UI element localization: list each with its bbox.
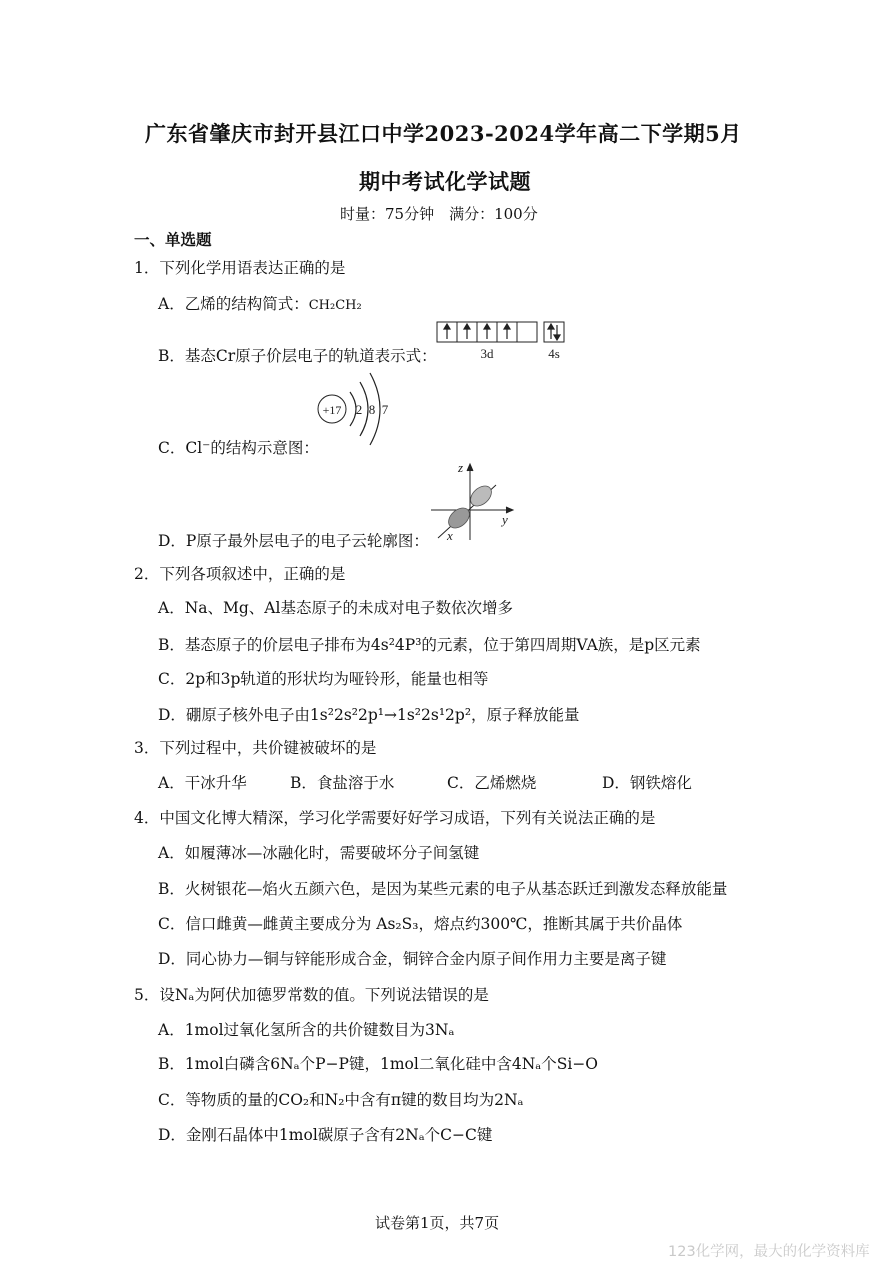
atomic-structure-diagram bbox=[314, 370, 394, 448]
q5-option-c: C．等物质的量的CO₂和N₂中含有π键的数目均为2Nₐ bbox=[158, 1091, 524, 1109]
exam-info: 时量：75分钟 满分：100分 bbox=[340, 205, 538, 223]
question-2-stem: 2．下列各项叙述中，正确的是 bbox=[134, 565, 346, 583]
q2-option-b: B．基态原子的价层电子排布为4s²4P³的元素，位于第四周期VA族，是p区元素 bbox=[158, 636, 701, 654]
q4-option-c: C．信口雌黄—雌黄主要成分为 As₂S₃，熔点约300℃，推断其属于共价晶体 bbox=[158, 915, 683, 933]
q1-option-d-text: D．P原子最外层电子的电子云轮廓图： bbox=[158, 532, 429, 550]
axis-x-label: x bbox=[447, 528, 453, 542]
shell-1-count: 2 bbox=[355, 402, 363, 417]
page-number: 试卷第1页，共7页 bbox=[375, 1214, 500, 1232]
q4-option-a: A．如履薄冰—冰融化时，需要破坏分子间氢键 bbox=[158, 844, 480, 862]
question-5-stem: 5．设Nₐ为阿伏加德罗常数的值。下列说法错误的是 bbox=[134, 986, 489, 1004]
nucleus-charge: +17 bbox=[322, 403, 342, 417]
p-orbital-diagram bbox=[426, 460, 518, 542]
watermark: 123化学网，最大的化学资料库 bbox=[668, 1244, 870, 1260]
page-title-line1: 广东省肇庆市封开县江口中学2023-2024学年高二下学期5月 bbox=[145, 121, 742, 146]
label-3d: 3d bbox=[480, 346, 494, 361]
q1-option-c-text: C．Cl⁻的结构示意图： bbox=[158, 439, 319, 457]
q2-option-c: C．2p和3p轨道的形状均为哑铃形，能量也相等 bbox=[158, 670, 489, 688]
q2-option-d: D．硼原子核外电子由1s²2s²2p¹→1s²2s¹2p²，原子释放能量 bbox=[158, 706, 580, 724]
q5-option-b: B．1mol白磷含6Nₐ个P−P键，1mol二氧化硅中含4Nₐ个Si−O bbox=[158, 1055, 599, 1073]
q5-option-a: A．1mol过氧化氢所含的共价键数目为3Nₐ bbox=[158, 1021, 455, 1039]
q1-option-a bbox=[158, 292, 362, 314]
q4-option-d: D．同心协力—铜与锌能形成合金，铜锌合金内原子间作用力主要是离子键 bbox=[158, 950, 667, 968]
question-4-stem: 4．中国文化博大精深，学习化学需要好好学习成语，下列有关说法正确的是 bbox=[134, 809, 656, 827]
orbital-diagram bbox=[436, 320, 568, 362]
q1-option-a-text: A．乙烯的结构简式： bbox=[158, 295, 309, 313]
q3-option-a: A．干冰升华 bbox=[158, 774, 247, 792]
page-title-line2: 期中考试化学试题 bbox=[359, 169, 531, 194]
axis-z-label: z bbox=[458, 460, 464, 475]
q3-option-c: C．乙烯燃烧 bbox=[447, 774, 537, 792]
section-heading: 一、单选题 bbox=[134, 230, 212, 249]
q5-option-d: D．金刚石晶体中1mol碳原子含有2Nₐ个C−C键 bbox=[158, 1126, 493, 1144]
label-4s: 4s bbox=[548, 346, 560, 361]
shell-2-count: 8 bbox=[368, 402, 376, 417]
q3-option-d: D．钢铁熔化 bbox=[602, 774, 692, 792]
q1-option-b-text: B．基态Cr原子价层电子的轨道表示式： bbox=[158, 347, 437, 365]
question-3-stem: 3．下列过程中，共价键被破坏的是 bbox=[134, 739, 377, 757]
q2-option-a: A．Na、Mg、Al基态原子的未成对电子数依次增多 bbox=[158, 599, 513, 617]
axis-y-label: y bbox=[502, 512, 508, 527]
q1-option-a-formula: CH₂CH₂ bbox=[308, 298, 362, 313]
q3-option-b: B．食盐溶于水 bbox=[290, 774, 395, 792]
q4-option-b: B．火树银花—焰火五颜六色，是因为某些元素的电子从基态跃迁到激发态释放能量 bbox=[158, 880, 728, 898]
question-1-stem: 1．下列化学用语表达正确的是 bbox=[134, 259, 346, 277]
shell-3-count: 7 bbox=[381, 402, 389, 417]
